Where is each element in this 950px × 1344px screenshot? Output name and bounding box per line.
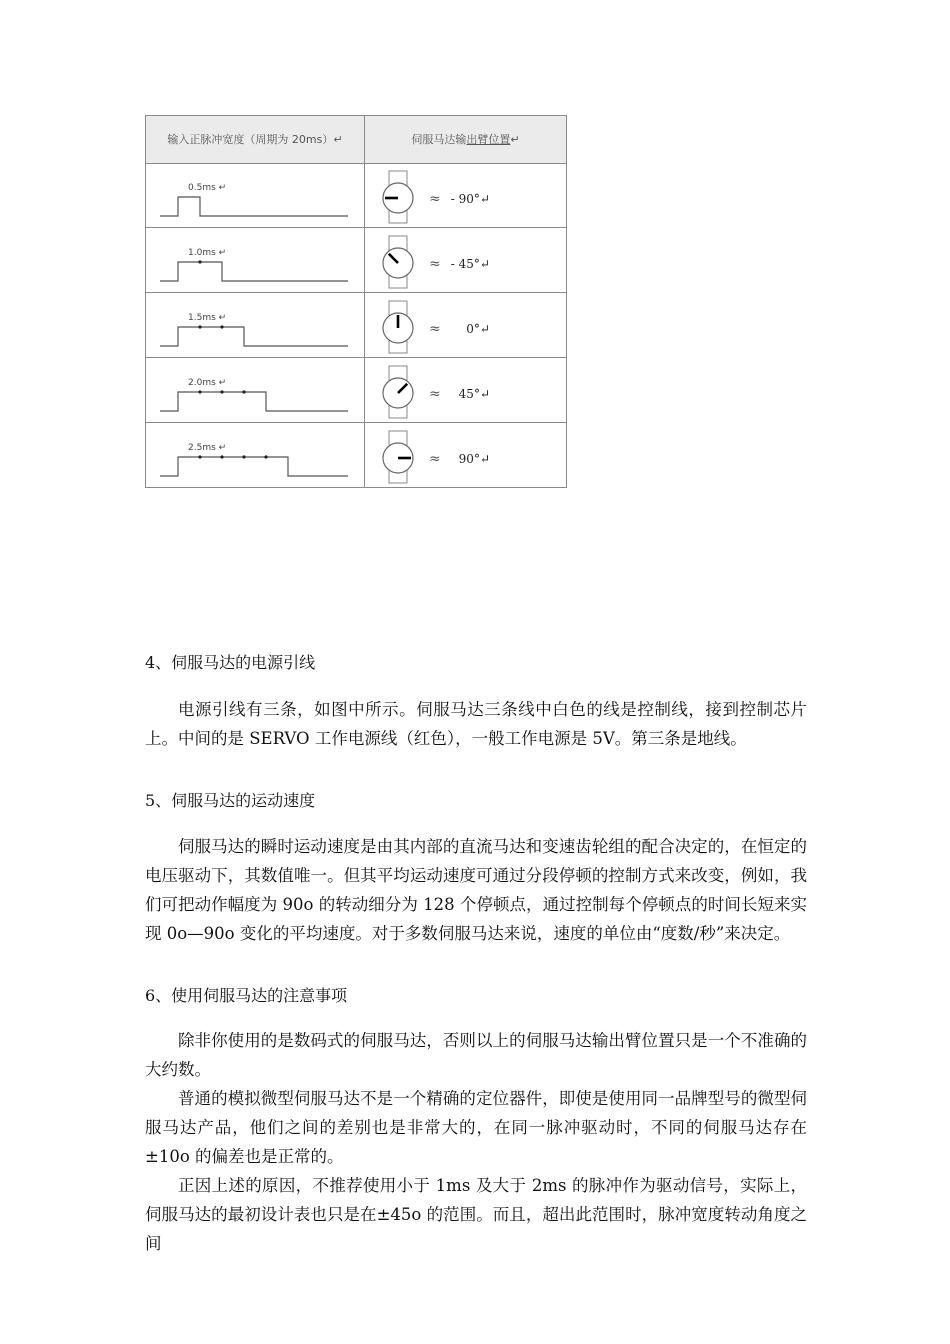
angle-label: - 45°↵ <box>450 257 490 271</box>
section-6-heading: 6、使用伺服马达的注意事项 <box>145 986 348 1005</box>
pulse-width-label: 2.0ms ↵ <box>188 378 227 388</box>
pulse-row <box>146 423 566 488</box>
angle-label: 0°↵ <box>466 322 490 336</box>
pulse-row <box>146 163 566 228</box>
pulse-dot <box>198 390 201 393</box>
section-6-paragraph-2: 普通的模拟微型伺服马达不是一个精确的定位器件，即使是使用同一品牌型号的微型伺服马达产品，他们之间的差别也是非常大的，在同一脉冲驱动时，不同的伺服马达存在±10o 的偏差也是正常的。 <box>145 1089 807 1166</box>
header-arm-underlined: 出臂位置 <box>466 133 511 146</box>
pulse-row-graphic <box>146 228 566 293</box>
angle-label: - 90°↵ <box>450 192 490 206</box>
pulse-row-graphic <box>146 163 566 228</box>
pulse-row-graphic <box>146 358 566 423</box>
pulse-row <box>146 358 566 423</box>
section-5-body <box>145 832 807 948</box>
figure-header <box>146 116 566 164</box>
pulse-waveform <box>160 197 348 216</box>
section-6-paragraph-3: 正因上述的原因，不推荐使用小于 1ms 及大于 2ms 的脉冲作为驱动信号，实际上，伺服马达的最初设计表也只是在±45o 的范围。而且，超出此范围时，脉冲宽度转动角度之间 <box>145 1176 807 1253</box>
approx-symbol: ≈ <box>429 321 441 337</box>
pulse-dot <box>242 455 245 458</box>
pulse-row-graphic <box>146 423 566 488</box>
pulse-width-label: 0.5ms ↵ <box>188 183 227 193</box>
angle-label: 45°↵ <box>458 387 490 401</box>
header-pulse-width: 输入正脉冲宽度（周期为 20ms）↵ <box>167 133 343 146</box>
section-6-body <box>145 1026 807 1258</box>
section-4-body <box>145 695 807 753</box>
section-5-paragraph: 伺服马达的瞬时运动速度是由其内部的直流马达和变速齿轮组的配合决定的，在恒定的电压驱动下，其数值唯一。但其平均运动速度可通过分段停顿的控制方式来改变，例如，我们可把动作幅度为 90o 的转动细分为 128 个停顿点，通过控制每个停顿点的时间长短来实现 0o—90o 变化的平均速度。对于多数伺服马达来说，速度的单位由“度数/秒”来决定。 <box>145 837 807 943</box>
pulse-width-label: 2.5ms ↵ <box>188 443 227 453</box>
pulse-dot <box>220 455 223 458</box>
pulse-row-graphic <box>146 293 566 358</box>
approx-symbol: ≈ <box>429 451 441 467</box>
pulse-row <box>146 293 566 358</box>
pulse-waveform <box>160 327 348 346</box>
pulse-waveform <box>160 392 348 411</box>
pulse-waveform <box>160 262 348 281</box>
pulse-dot <box>220 325 223 328</box>
pulse-dot <box>264 455 267 458</box>
section-6-paragraph-1: 除非你使用的是数码式的伺服马达，否则以上的伺服马达输出臂位置只是一个不准确的大约数。 <box>145 1031 807 1079</box>
section-5-heading: 5、伺服马达的运动速度 <box>145 791 316 810</box>
pulse-dot <box>198 455 201 458</box>
pulse-dot <box>242 390 245 393</box>
approx-symbol: ≈ <box>429 256 441 272</box>
pulse-waveform <box>160 457 348 476</box>
pulse-dot <box>198 325 201 328</box>
pulse-width-label: 1.0ms ↵ <box>188 248 227 258</box>
header-arm-mark: ↵ <box>510 133 520 146</box>
pulse-dot <box>220 390 223 393</box>
section-4-paragraph: 电源引线有三条，如图中所示。伺服马达三条线中白色的线是控制线，接到控制芯片上。中间的是 SERVO 工作电源线（红色），一般工作电源是 5V。第三条是地线。 <box>145 700 807 748</box>
angle-label: 90°↵ <box>458 452 490 466</box>
header-arm-position <box>365 116 566 163</box>
pulse-row <box>146 228 566 293</box>
pulse-dot <box>198 260 201 263</box>
header-arm-text: 伺服马达输 <box>411 133 467 146</box>
section-4-heading: 4、伺服马达的电源引线 <box>145 653 316 672</box>
pulse-width-label: 1.5ms ↵ <box>188 313 227 323</box>
approx-symbol: ≈ <box>429 191 441 207</box>
servo-pulse-figure <box>145 115 567 488</box>
approx-symbol: ≈ <box>429 386 441 402</box>
